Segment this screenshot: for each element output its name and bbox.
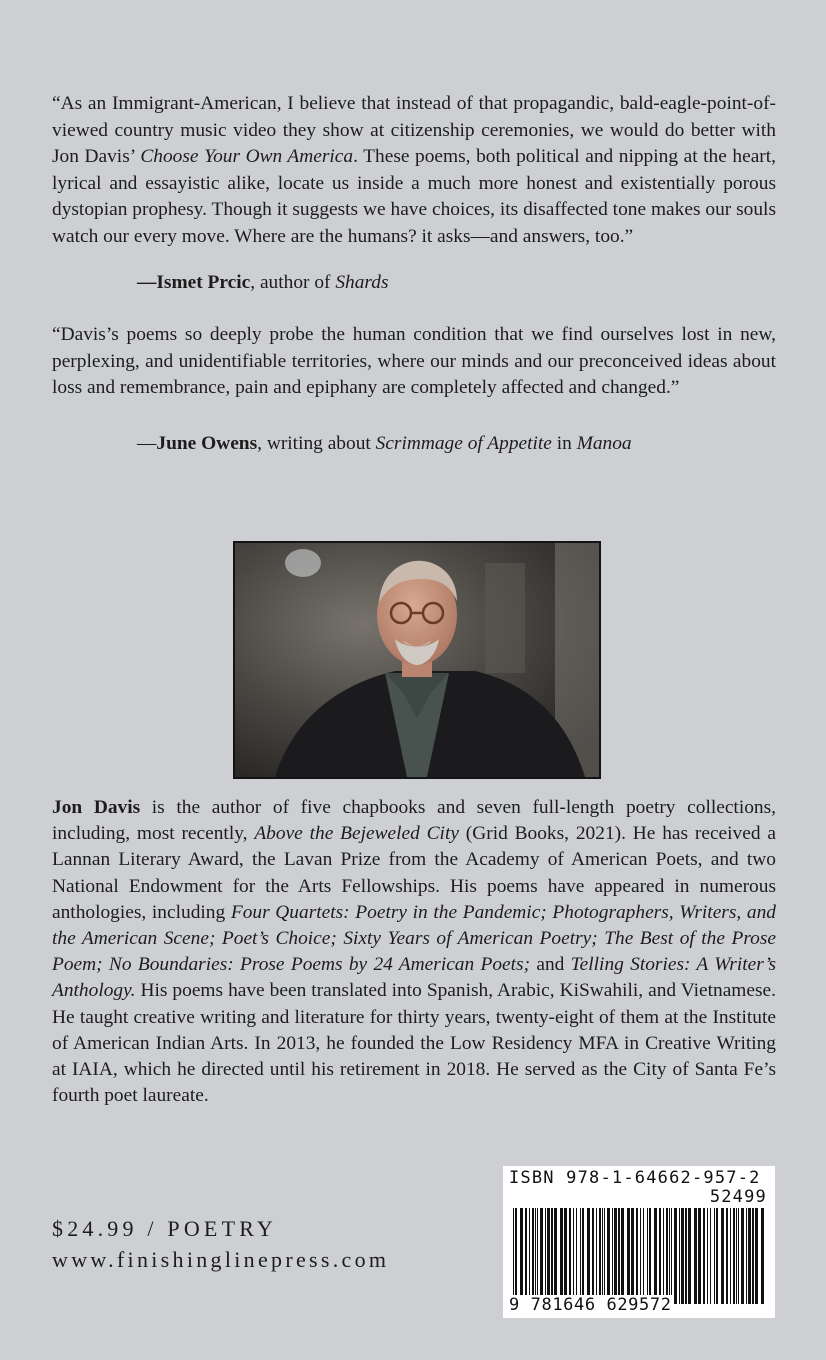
barcode-bar	[710, 1208, 711, 1304]
barcode-bar	[604, 1208, 605, 1304]
barcode-bar	[654, 1208, 657, 1304]
barcode-bar	[649, 1208, 651, 1304]
author-photo	[233, 541, 601, 779]
isbn-number: ISBN 978-1-64662-957-2	[509, 1168, 761, 1188]
barcode-bar	[569, 1208, 571, 1304]
barcode-bar	[746, 1208, 747, 1304]
barcode-bar	[669, 1208, 670, 1304]
barcode-bar	[752, 1208, 754, 1304]
barcode-bar	[618, 1208, 620, 1304]
barcode-bar	[703, 1208, 705, 1304]
barcode-bar	[741, 1208, 744, 1304]
barcode-bar	[537, 1208, 538, 1304]
barcode-bar	[520, 1208, 523, 1304]
barcode-bars	[511, 1208, 769, 1304]
barcode-bar	[596, 1208, 597, 1304]
barcode-bar	[529, 1208, 530, 1304]
barcode-bar	[659, 1208, 661, 1304]
barcode-bar	[761, 1208, 764, 1304]
blurb-attribution-owens: —June Owens, writing about Scrimmage of Appetite in Manoa	[137, 433, 632, 454]
barcode-bar	[707, 1208, 708, 1304]
barcode-bar	[554, 1208, 557, 1304]
barcode-bar	[721, 1208, 724, 1304]
barcode-bar	[592, 1208, 594, 1304]
blurb-quote-prcic-text: “As an Immigrant-American, I believe that instead of that propagandic, bald-eagle-point-of-viewed country music video they show at citizenship ceremonies, we would do better with Jon Davis’ Choose Your Own America. These poems, both political and nipping at the heart, lyrical and essayistic alike, locate us inside a much more honest and existentially porous dystopian prophesy. Though it suggests we have choices, its disaffected tone makes our souls watch our every move. Where are the humans? it asks—and answers, too.”	[52, 93, 776, 247]
barcode-bar	[748, 1208, 751, 1304]
barcode-bar	[666, 1208, 668, 1304]
barcode-bar	[738, 1208, 739, 1304]
barcode-bar	[535, 1208, 536, 1304]
isbn-barcode	[503, 1166, 775, 1318]
barcode-bar	[755, 1208, 758, 1304]
barcode-bar	[621, 1208, 624, 1304]
blurb-quote-owens	[52, 322, 776, 402]
barcode-bar	[551, 1208, 553, 1304]
barcode-bar	[681, 1208, 684, 1304]
barcode-bar	[726, 1208, 728, 1304]
barcode-bar	[647, 1208, 648, 1304]
barcode-bar	[513, 1208, 514, 1304]
ean-digits: 9 781646 629572	[509, 1295, 672, 1315]
barcode-bar	[580, 1208, 581, 1304]
author-name: Jon Davis	[52, 797, 141, 818]
barcode-bar	[614, 1208, 617, 1304]
barcode-bar	[573, 1208, 574, 1304]
barcode-bar	[627, 1208, 630, 1304]
barcode-bar	[640, 1208, 641, 1304]
barcode-bar	[602, 1208, 603, 1304]
barcode-bar	[599, 1208, 601, 1304]
barcode-bar	[587, 1208, 590, 1304]
barcode-bar	[564, 1208, 567, 1304]
barcode-bar	[688, 1208, 691, 1304]
barcode-bar	[736, 1208, 737, 1304]
price-category: $24.99 / POETRY	[52, 1216, 277, 1241]
blurb-quote-prcic	[52, 91, 776, 251]
barcode-bar	[540, 1208, 543, 1304]
barcode-bar	[698, 1208, 701, 1304]
publisher-url[interactable]: www.finishinglinepress.com	[52, 1247, 390, 1272]
blurb-quote-owens-text: “Davis’s poems so deeply probe the human condition that we find ourselves lost in new, perplexing, and unidentifiable territories, where our minds and our preconceived ideas about loss and remembrance, pain and epiphany are completely affected and changed.”	[52, 324, 776, 399]
barcode-bar	[679, 1208, 680, 1304]
author-bio-text: Jon Davis is the author of five chapbooks and seven full-length poetry collections, including, most recently, Above the Bejeweled City (Grid Books, 2021). He has received a Lannan Literary Award, the Lavan Prize from the Academy of American Poets, and two National Endowment for the Arts Fellowships. His poems have appeared in numerous anthologies, including Four Quartets: Poetry in the Pandemic; Photographers, Writers, and the American Scene; Poet’s Choice; Sixty Years of American Poetry; The Best of the Prose Poem; No Boundaries: Prose Poems by 24 American Poets; and Telling Stories: A Writer’s Anthology. His poems have been translated into Spanish, Arabic, KiSwahili, and Vietnamese. He taught creative writing and literature for thirty years, twenty-eight of them at the Institute of American Indian Arts. In 2013, he founded the Low Residency MFA in Creative Writing at IAIA, which he directed until his retirement in 2018. He served as the City of Santa Fe’s fourth poet laureate.	[52, 797, 777, 1107]
barcode-bar	[631, 1208, 634, 1304]
barcode-bar	[730, 1208, 731, 1304]
barcode-bar	[560, 1208, 563, 1304]
barcode-bar	[636, 1208, 638, 1304]
book-title: Choose Your Own America	[140, 146, 354, 168]
barcode-bar	[663, 1208, 664, 1304]
barcode-bar	[714, 1208, 715, 1304]
barcode-bar	[643, 1208, 644, 1304]
blurb-attribution-prcic: —Ismet Prcic, author of Shards	[137, 272, 389, 293]
barcode-bar	[716, 1208, 718, 1304]
barcode-bar	[685, 1208, 687, 1304]
barcode-bar	[547, 1208, 550, 1304]
barcode-bar	[532, 1208, 534, 1304]
author-bio	[52, 795, 776, 1109]
barcode-bar	[612, 1208, 613, 1304]
barcode-bar	[674, 1208, 677, 1304]
barcode-bar	[545, 1208, 546, 1304]
barcode-bar	[576, 1208, 577, 1304]
barcode-bar	[525, 1208, 527, 1304]
barcode-bar	[515, 1208, 517, 1304]
barcode-bar	[694, 1208, 697, 1304]
barcode-bar	[582, 1208, 584, 1304]
barcode-bar	[733, 1208, 735, 1304]
barcode-bar	[607, 1208, 610, 1304]
barcode-bar	[671, 1208, 672, 1304]
price-code: 52499	[709, 1187, 767, 1207]
